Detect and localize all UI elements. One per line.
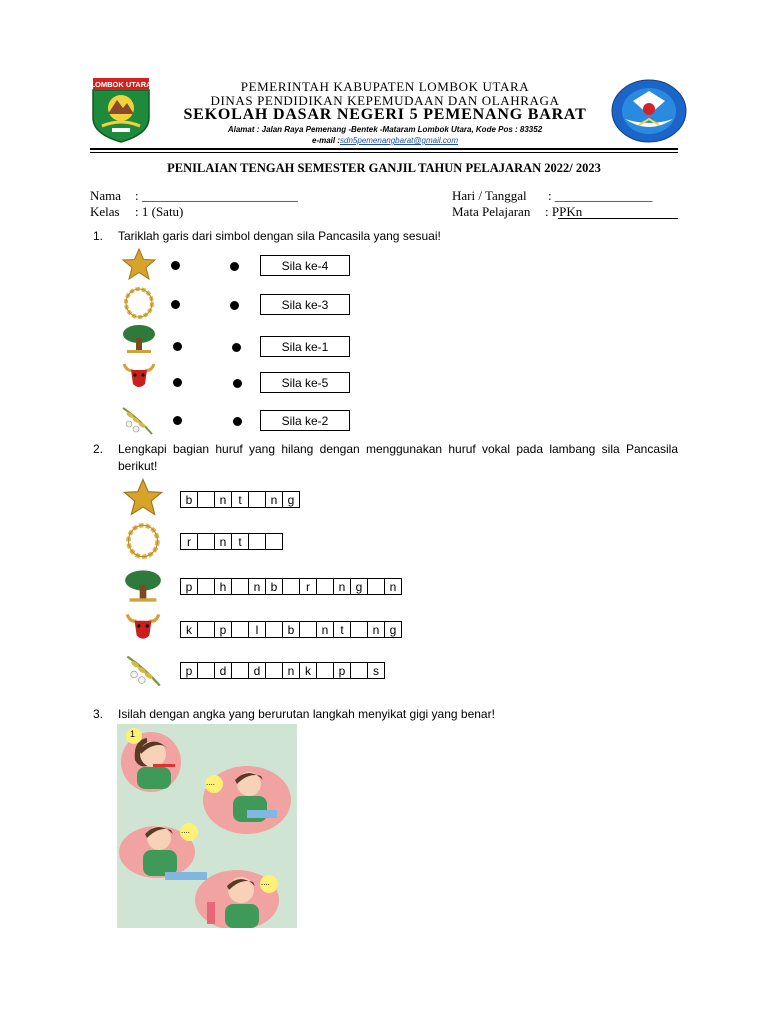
letter-cell: b <box>282 621 300 638</box>
letter-cell: r <box>299 578 317 595</box>
q2-number: 2. <box>93 442 104 456</box>
exam-title: PENILAIAN TENGAH SEMESTER GANJIL TAHUN PELAJARAN 2022/ 2023 <box>167 161 601 175</box>
blank-letter-cell[interactable] <box>231 662 249 679</box>
chain-icon <box>122 286 156 320</box>
q1-option-dot[interactable] <box>233 417 242 426</box>
letter-cell: n <box>214 533 232 550</box>
letter-cell: n <box>265 491 283 508</box>
letter-cell: t <box>333 621 351 638</box>
blank-letter-cell[interactable] <box>197 533 215 550</box>
step-blank-label[interactable]: .... <box>181 826 190 835</box>
letter-cell: n <box>384 578 402 595</box>
blank-letter-cell[interactable] <box>197 621 215 638</box>
star-icon <box>122 478 164 516</box>
rice-cotton-icon <box>124 652 162 688</box>
q1-symbol-dot[interactable] <box>173 378 182 387</box>
word-cells-bintang <box>180 491 300 508</box>
email-label: e-mail : <box>312 136 341 145</box>
step-blank-label[interactable]: .... <box>261 878 270 887</box>
school-email-line <box>160 136 610 145</box>
banyan-tree-icon <box>122 324 156 354</box>
q3-text: Isilah dengan angka yang berurutan langkah menyikat gigi yang benar! <box>118 707 495 721</box>
star-icon <box>121 248 157 280</box>
step-blank-label[interactable]: .... <box>206 778 215 787</box>
school-address: Alamat : Jalan Raya Pemenang -Bentek -Mataram Lombok Utara, Kode Pos : 83352 <box>227 125 543 134</box>
hari-label: Hari / Tanggal <box>452 188 527 203</box>
letter-cell: d <box>214 662 232 679</box>
letter-cell: d <box>248 662 266 679</box>
school-name: SEKOLAH DASAR NEGERI 5 PEMENANG BARAT <box>183 106 587 123</box>
letter-cell: n <box>248 578 266 595</box>
letter-cell: b <box>265 578 283 595</box>
q1-symbol-dot[interactable] <box>171 300 180 309</box>
letter-cell: p <box>333 662 351 679</box>
bull-head-icon <box>124 610 162 642</box>
blank-letter-cell[interactable] <box>367 578 385 595</box>
blank-letter-cell[interactable] <box>350 662 368 679</box>
blank-letter-cell[interactable] <box>265 533 283 550</box>
letter-cell: n <box>367 621 385 638</box>
blank-letter-cell[interactable] <box>248 533 266 550</box>
letter-cell: n <box>214 491 232 508</box>
letter-cell: h <box>214 578 232 595</box>
letter-cell: n <box>333 578 351 595</box>
sila-option-box[interactable]: Sila ke-5 <box>260 372 350 393</box>
letter-cell: g <box>350 578 368 595</box>
word-cells-pohon-beringin <box>180 578 402 595</box>
svg-text:LOMBOK UTARA: LOMBOK UTARA <box>90 80 152 89</box>
q1-number: 1. <box>93 229 104 243</box>
department-line: DINAS PENDIDIKAN KEPEMUDAAN DAN OLAHRAGA <box>210 93 560 108</box>
letter-cell: p <box>180 662 198 679</box>
kelas-label: Kelas <box>90 204 120 219</box>
letter-cell: s <box>367 662 385 679</box>
q1-symbol-dot[interactable] <box>173 342 182 351</box>
sila-option-box[interactable]: Sila ke-2 <box>260 410 350 431</box>
chain-icon <box>124 522 162 560</box>
mapel-label: Mata Pelajaran <box>452 204 531 219</box>
q1-option-dot[interactable] <box>233 379 242 388</box>
blank-letter-cell[interactable] <box>231 578 249 595</box>
q1-symbol-dot[interactable] <box>171 261 180 270</box>
blank-letter-cell[interactable] <box>197 491 215 508</box>
q1-text: Tariklah garis dari simbol dengan sila Pancasila yang sesuai! <box>118 229 441 243</box>
letter-cell: t <box>231 491 249 508</box>
letter-cell: n <box>316 621 334 638</box>
letter-cell: k <box>299 662 317 679</box>
letter-cell: l <box>248 621 266 638</box>
blank-letter-cell[interactable] <box>299 621 317 638</box>
sila-option-box[interactable]: Sila ke-4 <box>260 255 350 276</box>
letter-cell: b <box>180 491 198 508</box>
q1-option-dot[interactable] <box>230 262 239 271</box>
blank-letter-cell[interactable] <box>231 621 249 638</box>
word-cells-padi-dan-kapas <box>180 662 385 679</box>
hari-field[interactable]: : _______________ <box>548 188 653 203</box>
letter-cell: t <box>231 533 249 550</box>
blank-letter-cell[interactable] <box>282 578 300 595</box>
q3-number: 3. <box>93 707 104 721</box>
q2-text-line2: berikut! <box>118 459 158 473</box>
rice-cotton-icon <box>120 404 154 436</box>
q1-option-dot[interactable] <box>230 301 239 310</box>
word-cells-kepala-banteng <box>180 621 402 638</box>
kelas-value: : 1 (Satu) <box>135 204 184 219</box>
blank-letter-cell[interactable] <box>350 621 368 638</box>
letter-cell: g <box>384 621 402 638</box>
letter-cell: r <box>180 533 198 550</box>
letter-cell: n <box>282 662 300 679</box>
letter-cell: k <box>180 621 198 638</box>
q2-text-line1: Lengkapi bagian huruf yang hilang dengan menggunakan huruf vokal pada lambang sila Pancasila <box>118 442 678 456</box>
letterhead-rule-thin <box>90 152 678 153</box>
blank-letter-cell[interactable] <box>316 662 334 679</box>
government-line: PEMERINTAH KABUPATEN LOMBOK UTARA <box>240 79 530 94</box>
sila-option-box[interactable]: Sila ke-1 <box>260 336 350 357</box>
blank-letter-cell[interactable] <box>265 662 283 679</box>
letter-cell: p <box>180 578 198 595</box>
tut-wuri-handayani-logo <box>611 79 687 143</box>
blank-letter-cell[interactable] <box>316 578 334 595</box>
word-cells-rantai <box>180 533 283 550</box>
tooth-brushing-illustration <box>117 724 297 928</box>
blank-letter-cell[interactable] <box>197 578 215 595</box>
letterhead-rule-thick <box>90 148 678 150</box>
mapel-underline <box>558 218 678 219</box>
step-one-label: 1 <box>130 729 136 739</box>
banyan-tree-icon <box>124 569 162 603</box>
q1-symbol-dot[interactable] <box>173 416 182 425</box>
mapel-value: : PPKn <box>545 204 583 219</box>
nama-label: Nama <box>90 188 122 203</box>
letter-cell: g <box>282 491 300 508</box>
q1-option-dot[interactable] <box>232 343 241 352</box>
district-logo <box>90 78 152 144</box>
sila-option-box[interactable]: Sila ke-3 <box>260 294 350 315</box>
blank-letter-cell[interactable] <box>248 491 266 508</box>
blank-letter-cell[interactable] <box>265 621 283 638</box>
nama-field[interactable]: : ________________________ <box>135 188 298 203</box>
letter-cell: p <box>214 621 232 638</box>
bull-head-icon <box>121 360 157 390</box>
blank-letter-cell[interactable] <box>197 662 215 679</box>
email-link[interactable]: sdn5pemenangbarat@gmail.com <box>340 136 458 145</box>
